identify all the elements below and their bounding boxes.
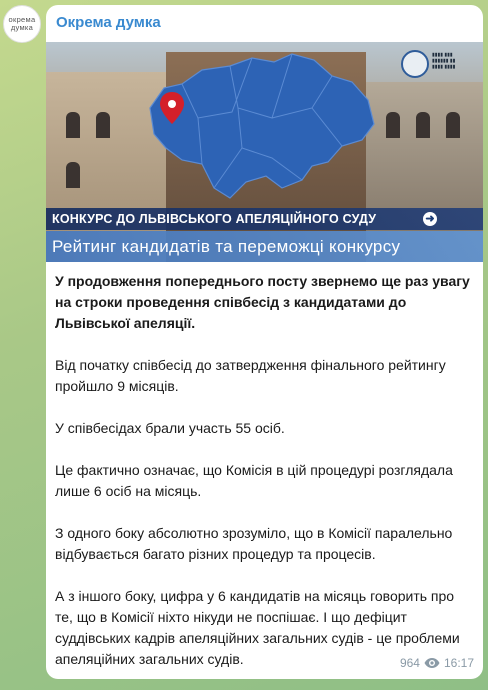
image-banner-subtitle	[46, 231, 483, 262]
eye-icon	[424, 657, 440, 669]
window	[66, 112, 80, 138]
seal-caption: ▮▮▮▮ ▮▮▮ ▮▮▮▮▮▮ ▮▮ ▮▮▮▮ ▮▮▮▮	[432, 52, 456, 70]
post-text	[55, 271, 475, 679]
message-time: 16:17	[443, 656, 474, 670]
post-paragraph: А з іншого боку, цифра у 6 кандидатів на місяць говорить про те, що в Комісії ніхто нікуди не поспішає. І що дефіцит суддівських кадрів апеляційних загальних судів - це проблеми апеляційних загальних судів.	[55, 588, 460, 667]
banner-title-text: КОНКУРС ДО ЛЬВІВСЬКОГО АПЕЛЯЦІЙНОГО СУДУ	[52, 212, 377, 226]
window	[386, 112, 400, 138]
post-paragraph: У співбесідах брали участь 55 осіб.	[55, 420, 285, 436]
window	[416, 112, 430, 138]
window	[66, 162, 80, 188]
avatar-text-line2: думка	[10, 23, 34, 32]
window	[446, 112, 460, 138]
message-bubble	[46, 5, 483, 679]
banner-subtitle-text: Рейтинг кандидатів та переможці конкурсу	[52, 236, 401, 256]
message-meta	[400, 656, 474, 670]
arrow-right-icon: ➜	[423, 212, 437, 226]
court-seal-icon	[401, 50, 429, 78]
post-paragraph: Від початку співбесід до затвердження фінального рейтингу пройшло 9 місяців.	[55, 357, 446, 394]
channel-name[interactable]: Окрема думка	[56, 14, 161, 31]
views-count: 964	[399, 656, 420, 670]
post-paragraph: З одного боку абсолютно зрозуміло, що в Комісії паралельно відбувається багато різних процедур та процесів.	[55, 525, 453, 562]
image-banner-title	[46, 208, 483, 230]
post-paragraph: У продовження попереднього посту звернемо ще раз увагу на строки проведення співбесід з кандидатами до Львівської апеляції.	[55, 273, 470, 331]
avatar-text-line1: окрема	[8, 15, 36, 24]
post-paragraph: Це фактично означає, що Комісія в цій процедурі розглядала лише 6 осіб на місяць.	[55, 462, 453, 499]
ukraine-map-icon	[142, 48, 382, 208]
post-image[interactable]	[46, 42, 483, 262]
window	[96, 112, 110, 138]
channel-avatar[interactable]	[3, 5, 41, 43]
